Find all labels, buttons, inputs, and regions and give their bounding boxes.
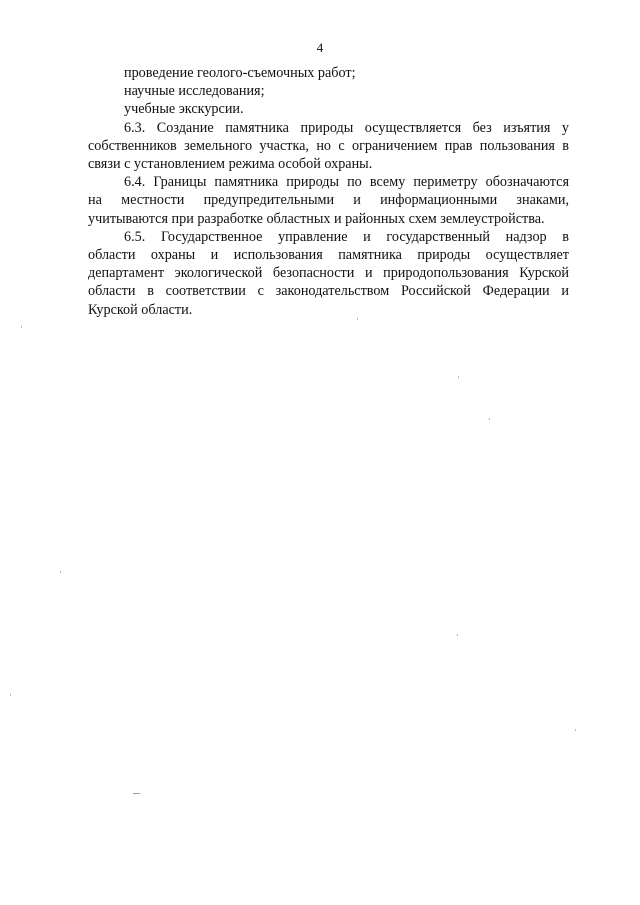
text-line: научные исследования; [124, 83, 265, 100]
scan-speck [457, 634, 458, 636]
scan-speck [21, 326, 22, 328]
document-body [88, 64, 569, 319]
paragraph-6-3-line: собственников земельного участка, но с ограничением прав пользования в [88, 137, 569, 154]
paragraph-6-5-line: области в соответствии с законодательством Российской Федерации и [88, 283, 569, 300]
paragraph-6-4-line: учитываются при разработке областных и районных схем землеустройства. [88, 210, 545, 227]
scan-speck [489, 418, 490, 420]
paragraph-6-3-line: 6.3. Создание памятника природы осуществляется без изъятия у [124, 119, 569, 136]
scan-speck [575, 729, 576, 731]
scan-speck [458, 376, 459, 378]
paragraph-6-3-line: связи с установлением режима особой охраны. [88, 156, 373, 173]
paragraph-6-4-line: 6.4. Границы памятника природы по всему периметру обозначаются [124, 174, 569, 191]
paragraph-6-5-line: департамент экологической безопасности и природопользования Курской [88, 265, 569, 282]
text-line: проведение геолого-съемочных работ; [124, 65, 356, 81]
paragraph-6-5-line: Курской области. [88, 301, 193, 318]
scan-speck [10, 694, 11, 696]
paragraph-6-4-line: на местности предупредительными и информационными знаками, [88, 192, 569, 209]
paragraph-6-5-line: области охраны и использования памятника природы осуществляет [88, 247, 569, 264]
scan-speck [357, 318, 358, 320]
paragraph-6-5-line: 6.5. Государственное управление и государственный надзор в [124, 228, 569, 245]
page-number: 4 [316, 40, 324, 55]
text-line: учебные экскурсии. [124, 101, 244, 118]
scan-mark [133, 793, 140, 794]
scan-speck [60, 571, 61, 573]
